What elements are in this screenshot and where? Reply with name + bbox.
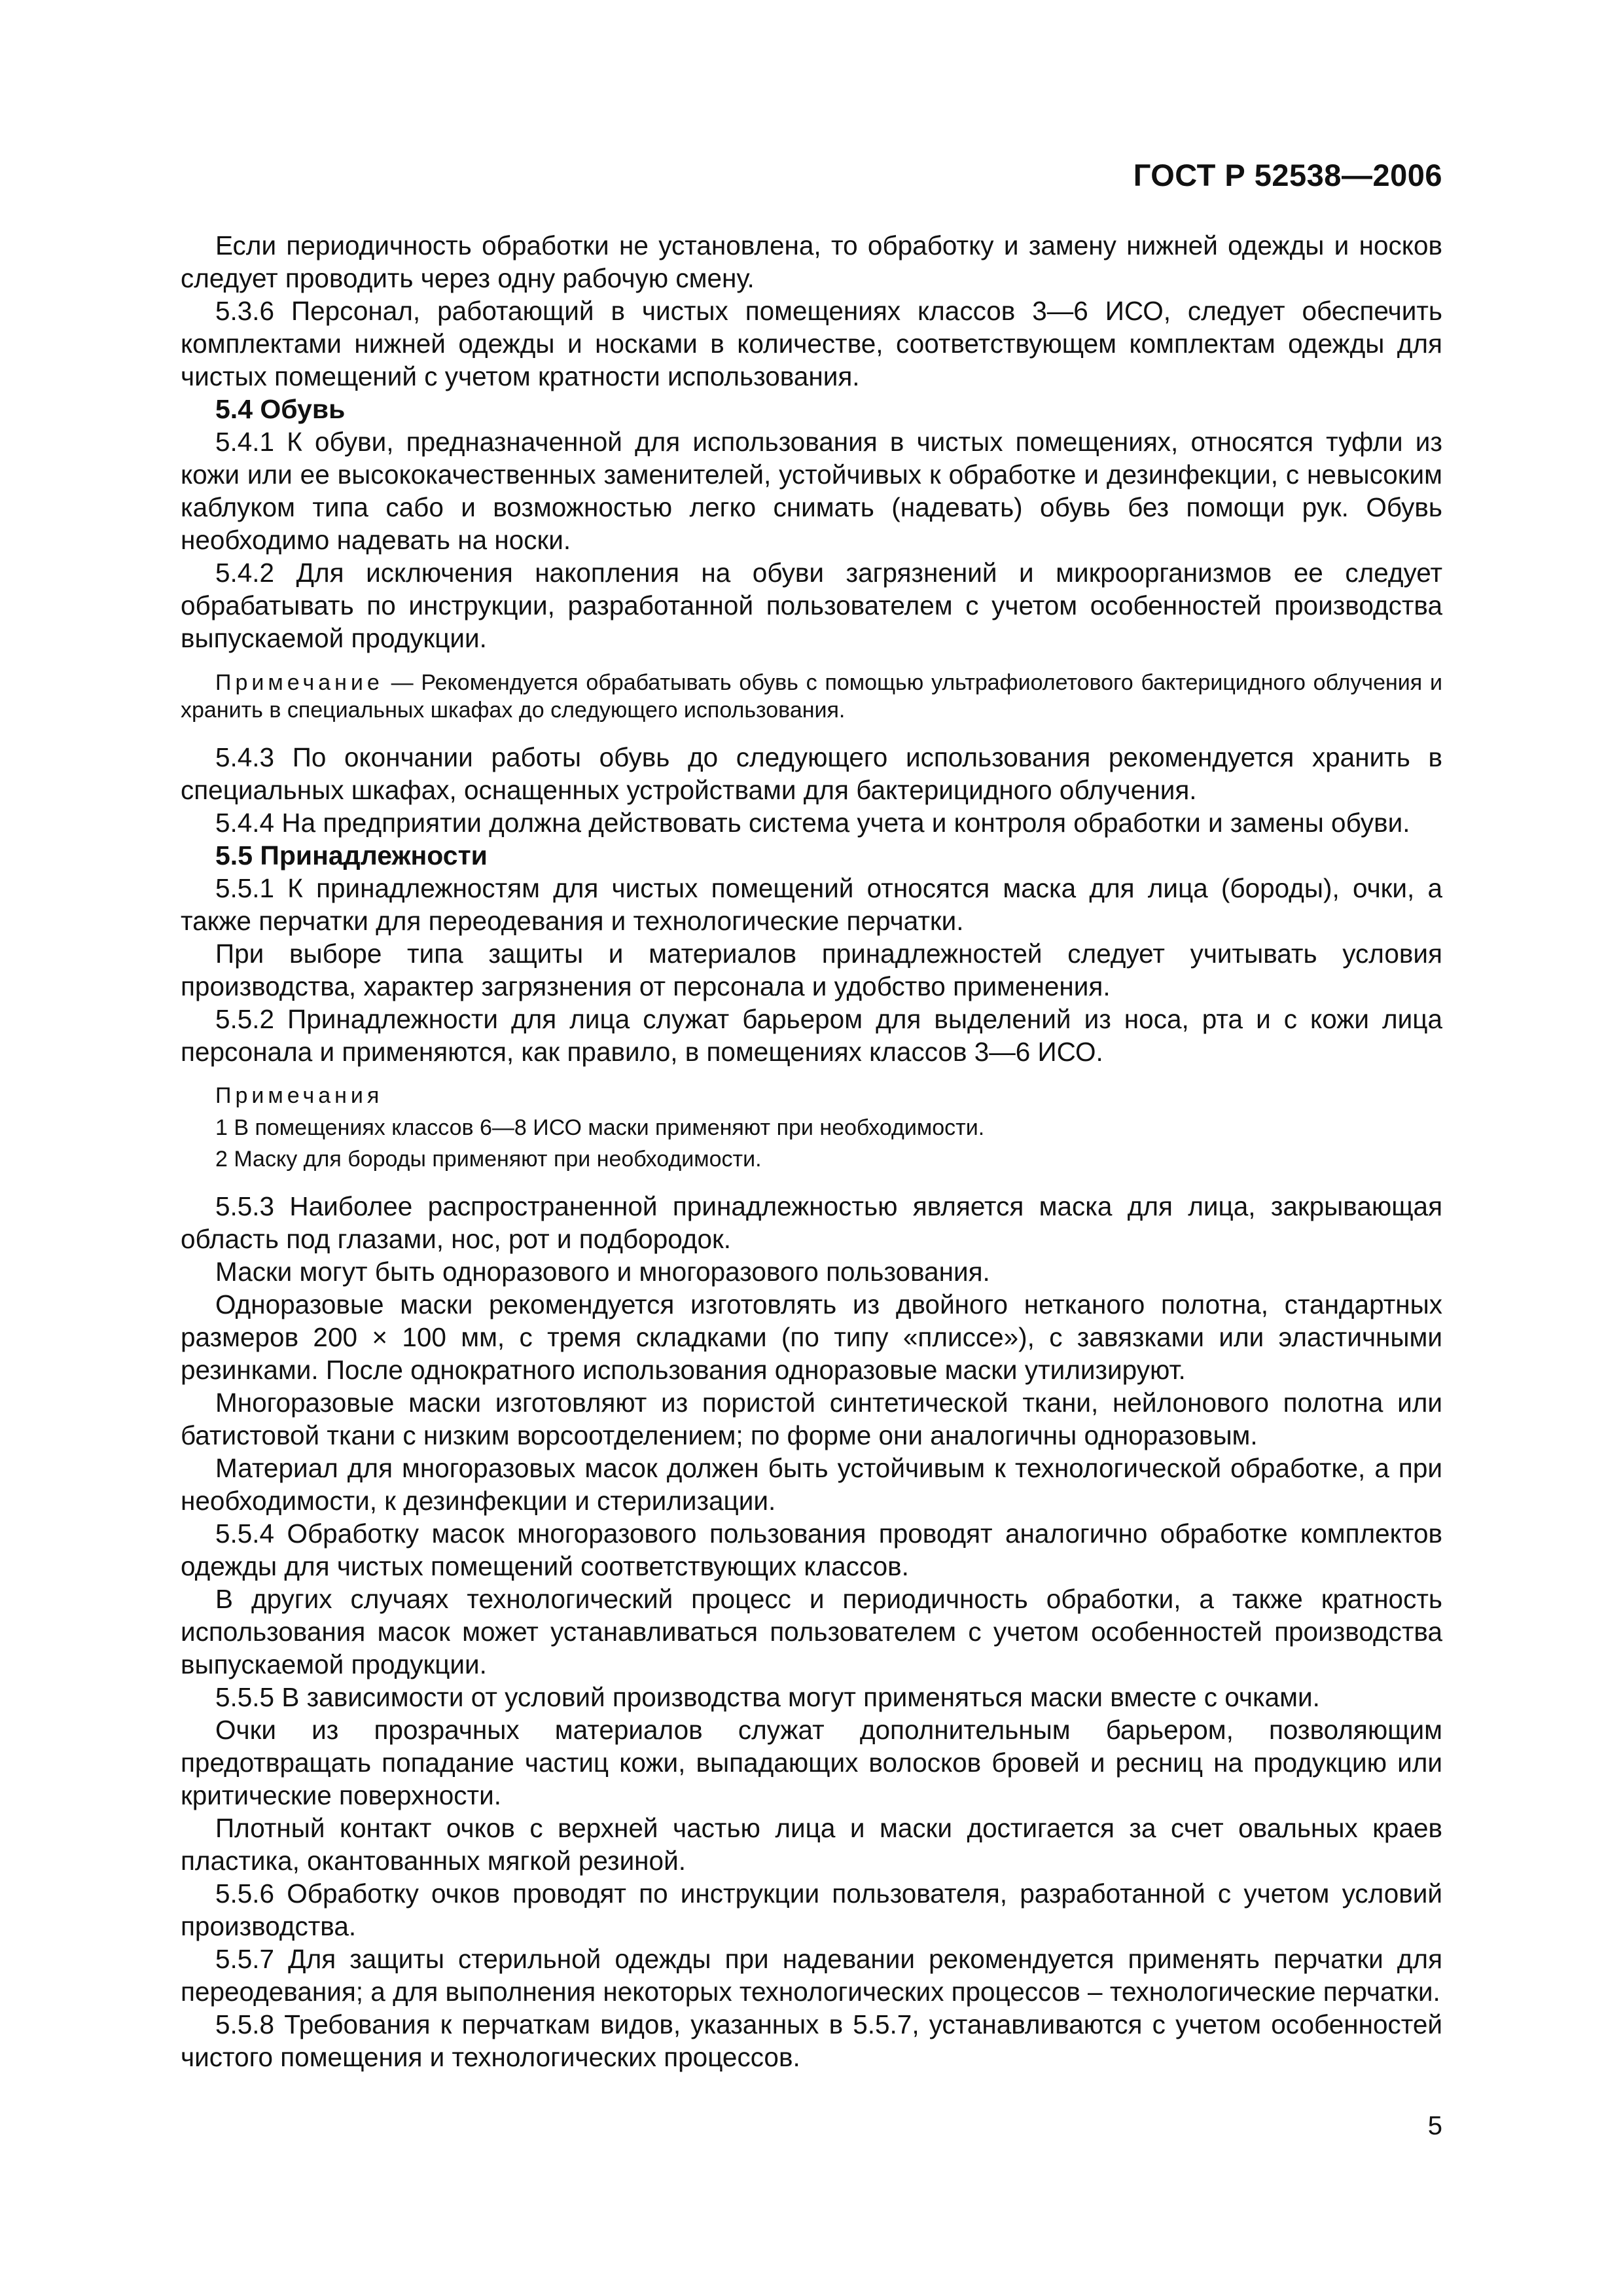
- page-number: 5: [1427, 2111, 1442, 2140]
- paragraph: 5.5.1 К принадлежностям для чистых помещений относятся маска для лица (бороды), очки, а также перчатки для переодевания и технологические перчатки.: [181, 873, 1442, 936]
- document-body: [181, 229, 1442, 2073]
- document-id-header: ГОСТ Р 52538—2006: [1133, 158, 1442, 192]
- paragraph: 5.4.3 По окончании работы обувь до следующего использования рекомендуется хранить в специальных шкафах, оснащенных устройствами для бактерицидного облучения.: [181, 742, 1442, 805]
- paragraph: Маски могут быть одноразового и многоразового пользования.: [215, 1257, 990, 1287]
- paragraph: Одноразовые маски рекомендуется изготовлять из двойного нетканого полотна, стандартных размеров 200 × 100 мм, с тремя складками (по типу «плиссе»), с завязками или эластичными резинками. После однократного использования одноразовые маски утилизируют.: [181, 1289, 1442, 1385]
- note: [181, 669, 1442, 724]
- paragraph: 5.5.8 Требования к перчаткам видов, указанных в 5.5.7, устанавливаются с учетом особенностей чистого помещения и технологических процессов.: [181, 2009, 1442, 2072]
- paragraph: 5.5.6 Обработку очков проводят по инструкции пользователя, разработанной с учетом условий производства.: [181, 1878, 1442, 1941]
- paragraph: 5.5.3 Наиболее распространенной принадлежностью является маска для лица, закрывающая область под глазами, нос, рот и подбородок.: [181, 1191, 1442, 1254]
- paragraph: 5.4.4 На предприятии должна действовать система учета и контроля обработки и замены обуви.: [215, 808, 1410, 838]
- section-heading-5-5: 5.5 Принадлежности: [215, 840, 488, 870]
- note-text: — Рекомендуется обрабатывать обувь с помощью ультрафиолетового бактерицидного облучения и хранить в специальных шкафах до следующего использования.: [181, 670, 1442, 723]
- note-label: Примечание: [215, 670, 383, 695]
- paragraph: При выборе типа защиты и материалов принадлежностей следует учитывать условия производства, характер загрязнения от персонала и удобство применения.: [181, 939, 1442, 1001]
- note-item: 2 Маску для бороды применяют при необходимости.: [215, 1147, 762, 1172]
- paragraph: 5.5.5 В зависимости от условий производства могут применяться маски вместе с очками.: [215, 1682, 1320, 1712]
- paragraph: Очки из прозрачных материалов служат дополнительным барьером, позволяющим предотвращать попадание частиц кожи, выпадающих волосков бровей и ресниц на продукцию или критические поверхности.: [181, 1715, 1442, 1810]
- section-heading-5-4: 5.4 Обувь: [215, 394, 346, 424]
- paragraph: Если периодичность обработки не установлена, то обработку и замену нижней одежды и носков следует проводить через одну рабочую смену.: [181, 230, 1442, 293]
- notes-title: Примечания: [215, 1083, 383, 1108]
- paragraph: 5.4.2 Для исключения накопления на обуви загрязнений и микроорганизмов ее следует обрабатывать по инструкции, разработанной пользователем с учетом особенностей производства выпускаемой продукции.: [181, 558, 1442, 653]
- note-item: 1 В помещениях классов 6—8 ИСО маски применяют при необходимости.: [215, 1115, 985, 1140]
- paragraph: Материал для многоразовых масок должен быть устойчивым к технологической обработке, а при необходимости, к дезинфекции и стерилизации.: [181, 1453, 1442, 1516]
- paragraph: 5.5.2 Принадлежности для лица служат барьером для выделений из носа, рта и с кожи лица персонала и применяются, как правило, в помещениях классов 3—6 ИСО.: [181, 1004, 1442, 1067]
- paragraph: 5.4.1 К обуви, предназначенной для использования в чистых помещениях, относятся туфли из кожи или ее высококачественных заменителей, устойчивых к обработке и дезинфекции, с невысоким каблуком типа сабо и возможностью легко снимать (надевать) обувь без помощи рук. Обувь необходимо надевать на носки.: [181, 427, 1442, 555]
- paragraph: 5.3.6 Персонал, работающий в чистых помещениях классов 3—6 ИСО, следует обеспечить комплектами нижней одежды и носками в количестве, соответствующем комплектам одежды для чистых помещений с учетом кратности использования.: [181, 296, 1442, 391]
- paragraph: 5.5.7 Для защиты стерильной одежды при надевании рекомендуется применять перчатки для переодевания; а для выполнения некоторых технологических процессов – технологические перчатки.: [181, 1944, 1442, 2007]
- paragraph: Плотный контакт очков с верхней частью лица и маски достигается за счет овальных краев пластика, окантованных мягкой резиной.: [181, 1813, 1442, 1876]
- paragraph: 5.5.4 Обработку масок многоразового пользования проводят аналогично обработке комплектов одежды для чистых помещений соответствующих классов.: [181, 1518, 1442, 1581]
- paragraph: В других случаях технологический процесс и периодичность обработки, а также кратность использования масок может устанавливаться пользователем с учетом особенностей производства выпускаемой продукции.: [181, 1584, 1442, 1679]
- paragraph: Многоразовые маски изготовляют из пористой синтетической ткани, нейлонового полотна или батистовой ткани с низким ворсоотделением; по форме они аналогичны одноразовым.: [181, 1388, 1442, 1450]
